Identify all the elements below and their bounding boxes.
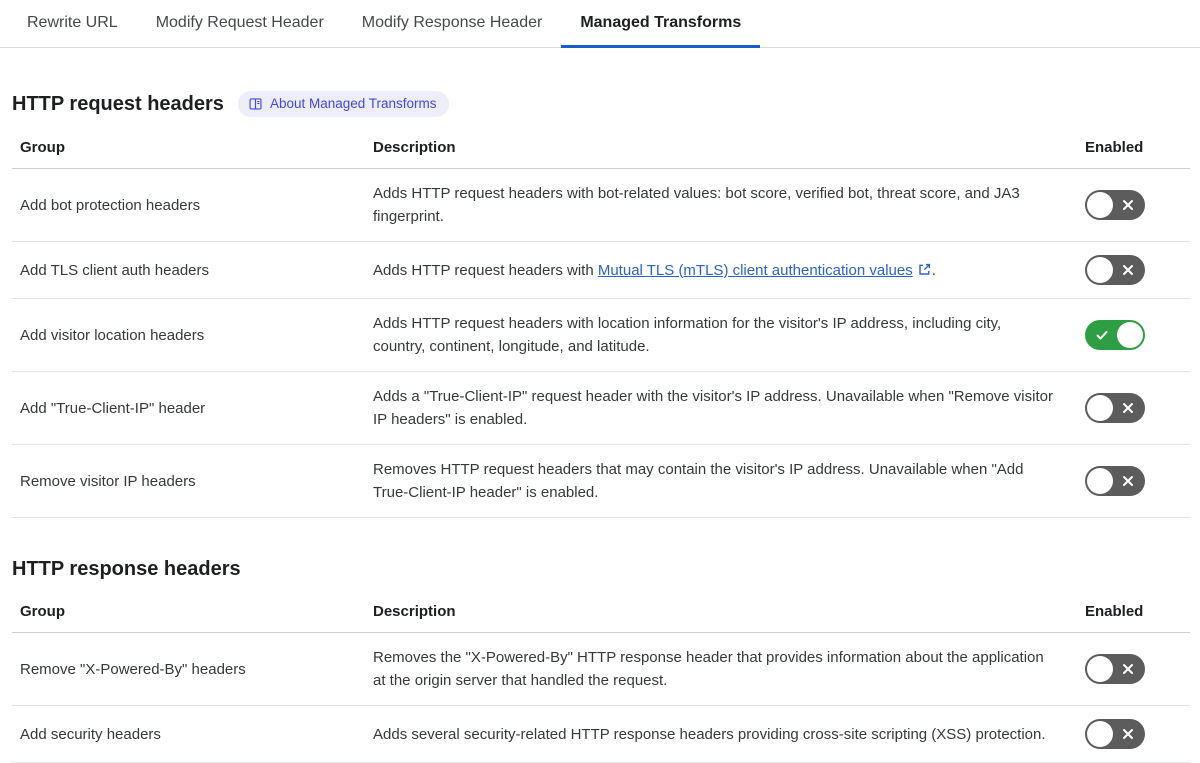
managed-transforms-panel [0,91,1200,763]
tab-modify-request-header[interactable]: Modify Request Header [155,13,324,31]
group-name: Add "True-Client-IP" header [20,399,206,417]
enabled-toggle[interactable] [1085,654,1145,684]
table-row-add-bot-protection-headers [12,169,1190,242]
about-badge-label: About Managed Transforms [269,96,437,112]
group-description: Removes HTTP request headers that may contain the visitor's IP address. Unavailable when "Add True-Client-IP header" is enabled. [373,461,1024,501]
toggle-thumb [1087,395,1113,421]
tab-rewrite-url[interactable]: Rewrite URL [27,13,118,31]
group-name: Remove "X-Powered-By" headers [20,660,246,678]
table-row-remove-visitor-ip-headers [12,445,1190,518]
column-header-enabled: Enabled [1085,603,1144,620]
table-row-add-true-client-ip-header [12,372,1190,445]
toggle-thumb [1087,468,1113,494]
request-headers-section [12,91,1190,518]
enabled-toggle[interactable] [1085,719,1145,749]
external-link-icon [913,262,932,279]
group-name: Add visitor location headers [20,326,205,344]
enabled-toggle[interactable] [1085,393,1145,423]
book-icon [248,97,263,111]
table-row-add-tls-client-auth-headers [12,242,1190,299]
column-header-group: Group [20,139,65,156]
group-description: Adds several security-related HTTP response headers providing cross-site scripting (XSS) protection. [373,725,1046,743]
group-name: Add bot protection headers [20,196,201,214]
request-section-title: HTTP request headers [12,92,224,115]
enabled-toggle[interactable] [1085,466,1145,496]
mtls-docs-link[interactable]: Mutual TLS (mTLS) client authentication values [597,261,913,279]
group-description: Removes the "X-Powered-By" HTTP response header that provides information about the application at the origin server that handled the request. [373,649,1044,689]
enabled-toggle[interactable] [1085,320,1145,350]
group-description: Adds a "True-Client-IP" request header with the visitor's IP address. Unavailable when "Remove visitor IP headers" is enabled. [373,388,1053,428]
enabled-cell [1085,393,1190,423]
response-section-header [12,558,1190,581]
about-managed-transforms-link[interactable] [238,91,449,117]
column-header-group: Group [20,603,65,620]
enabled-cell [1085,255,1190,285]
group-description: Adds HTTP request headers with Mutual TLS (mTLS) client authentication values . [373,261,936,279]
group-name: Add security headers [20,725,161,743]
response-headers-section [12,558,1190,763]
table-header-row [12,593,1190,633]
enabled-toggle[interactable] [1085,190,1145,220]
enabled-cell [1085,466,1190,496]
request-headers-table [12,129,1190,518]
enabled-toggle[interactable] [1085,255,1145,285]
enabled-cell [1085,654,1190,684]
group-name: Remove visitor IP headers [20,472,196,490]
tab-modify-response-header[interactable]: Modify Response Header [361,13,543,31]
toggle-thumb [1087,721,1113,747]
column-header-enabled: Enabled [1085,139,1144,156]
toggle-thumb [1087,192,1113,218]
column-header-description: Description [373,139,456,156]
group-name: Add TLS client auth headers [20,261,210,279]
toggle-thumb [1087,656,1113,682]
toggle-thumb [1087,257,1113,283]
request-section-header [12,91,1190,117]
table-header-row [12,129,1190,169]
enabled-cell [1085,719,1190,749]
group-description: Adds HTTP request headers with location information for the visitor's IP address, including city, country, continent, longitude, and latitude. [373,315,1002,355]
tab-managed-transforms[interactable]: Managed Transforms [561,0,760,48]
table-row-remove-x-powered-by-headers [12,633,1190,706]
column-header-description: Description [373,603,456,620]
enabled-cell [1085,320,1190,350]
enabled-cell [1085,190,1190,220]
response-headers-table [12,593,1190,763]
group-description: Adds HTTP request headers with bot-related values: bot score, verified bot, threat score, and JA3 fingerprint. [373,185,1020,225]
toggle-thumb [1117,322,1143,348]
table-row-add-visitor-location-headers [12,299,1190,372]
tab-bar [0,0,1200,48]
table-row-add-security-headers [12,706,1190,763]
response-section-title: HTTP response headers [12,558,241,580]
